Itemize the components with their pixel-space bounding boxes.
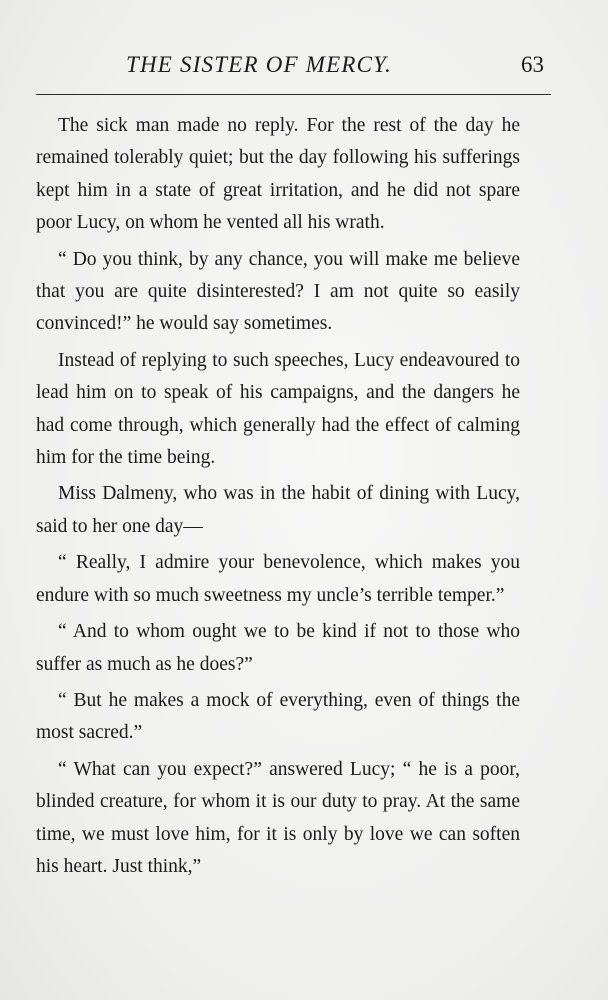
paragraph: “ What can you expect?” answered Lucy; “ he is a poor, blinded creature, for whom it is our duty to pray. At the same time, we must love him, for it is only by love we can soften his heart. Just think,” [36, 758, 520, 877]
paragraph: “ Do you think, by any chance, you will make me believe that you are quite disinterested? I am not quite so easily convinced!” he would say sometimes. [36, 248, 520, 335]
page-number: 63 [521, 52, 544, 77]
header-rule [36, 94, 551, 95]
paragraph: Miss Dalmeny, who was in the habit of dining with Lucy, said to her one day— [36, 483, 520, 537]
paragraph: Instead of replying to such speeches, Lucy endeavoured to lead him on to speak of his campaigns, and the dangers he had come through, which generally had the effect of calming him for the time being. [36, 349, 520, 469]
paragraph: “ Really, I admire your benevolence, which makes you endure with so much sweetness my uncle’s terrible temper.” [36, 552, 520, 606]
paragraph: The sick man made no reply. For the rest of the day he remained tolerably quiet; but the day following his sufferings kept him in a state of great irritation, and he did not spare poor Lucy, on whom he vented all his wrath. [36, 115, 520, 234]
paragraph: “ And to whom ought we to be kind if not to those who suffer as much as he does?” [36, 621, 520, 675]
paragraph: “ But he makes a mock of everything, even of things the most sacred.” [36, 689, 520, 744]
running-title: THE SISTER OF MERCY. [126, 52, 392, 77]
body-text [36, 110, 520, 887]
page-header [36, 50, 548, 90]
